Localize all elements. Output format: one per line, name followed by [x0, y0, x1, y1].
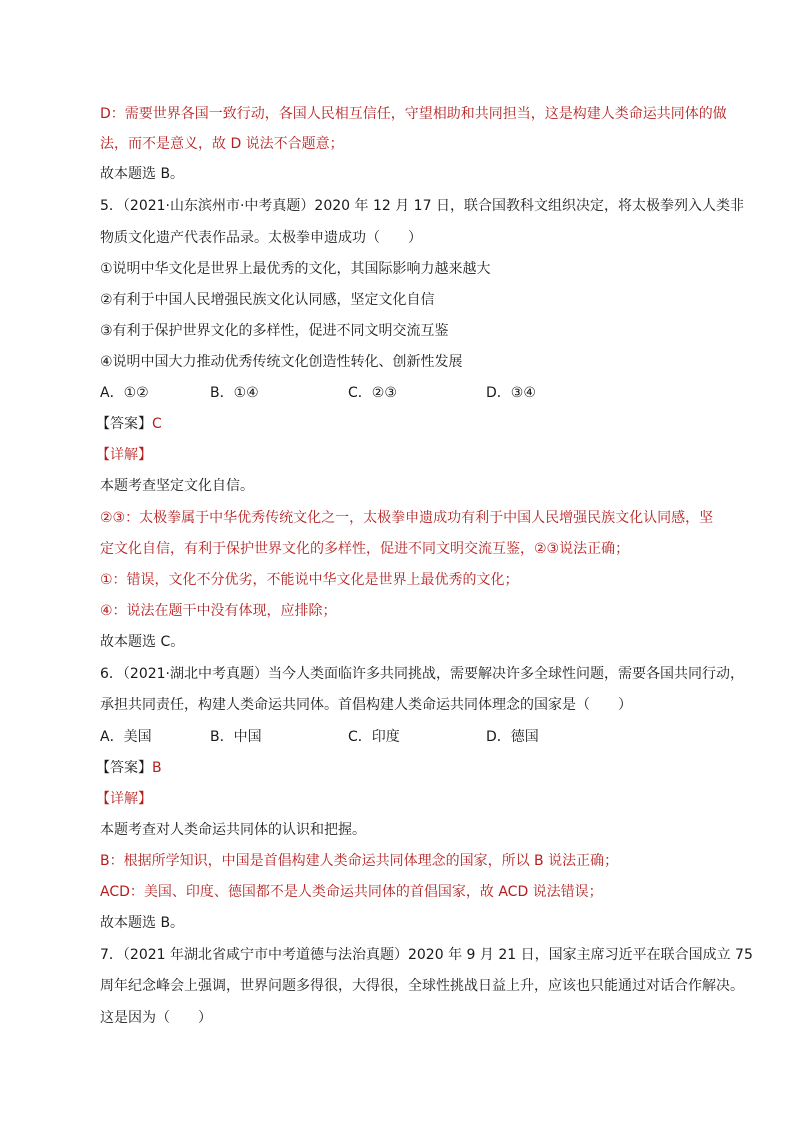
q5-analysis-wrong2: ④：说法在题干中没有体现，应排除；: [100, 603, 337, 619]
q5-analysis-wrong1: ①：错误，文化不分优劣，不能说中华文化是世界上最优秀的文化；: [100, 572, 519, 588]
q5-item-3: ③有利于保护世界文化的多样性，促进不同文明交流互鉴: [100, 323, 449, 339]
answer-value: C: [152, 416, 162, 432]
q6-option-b: B．中国: [210, 729, 262, 745]
q5-item-2: ②有利于中国人民增强民族文化认同感，坚定文化自信: [100, 292, 435, 308]
q7-stem-line3: 这是因为（ ）: [100, 1010, 212, 1026]
answer-value: B: [152, 760, 162, 776]
q6-stem-line1: 6．（2021·湖北中考真题）当今人类面临许多共同挑战，需要解决许多全球性问题，需要各国共同行动，: [100, 666, 744, 682]
q6-option-a: A．美国: [100, 729, 152, 745]
q6-detail-label: 【详解】: [96, 791, 152, 807]
q5-stem-line1: 5．（2021·山东滨州市·中考真题）2020 年 12 月 17 日，联合国教科文组织决定，将太极拳列入人类非: [100, 198, 744, 214]
q4-conclusion: 故本题选 B。: [100, 166, 185, 182]
q5-option-d: D．③④: [486, 385, 536, 401]
q5-option-c: C．②③: [348, 385, 397, 401]
q5-stem-line2: 物质文化遗产代表作品录。太极拳申遗成功（ ）: [100, 230, 422, 246]
q5-item-4: ④说明中国大力推动优秀传统文化创造性转化、创新性发展: [100, 354, 463, 370]
q6-stem-line2: 承担共同责任，构建人类命运共同体。首倡构建人类命运共同体理念的国家是（ ）: [100, 697, 632, 713]
q7-stem-line1: 7．（2021 年湖北省咸宁市中考道德与法治真题）2020 年 9 月 21 日，国家主席习近平在联合国成立 75: [100, 947, 753, 963]
q6-analysis-acd: ACD：美国、印度、德国都不是人类命运共同体的首倡国家，故 ACD 说法错误；: [100, 884, 603, 900]
q6-analysis-b: B：根据所学知识，中国是首倡构建人类命运共同体理念的国家，所以 B 说法正确；: [100, 853, 619, 869]
q5-analysis-correct-line1: ②③：太极拳属于中华优秀传统文化之一，太极拳申遗成功有利于中国人民增强民族文化认同感，坚: [100, 510, 714, 526]
q6-option-c: C．印度: [348, 729, 400, 745]
q4-option-d-analysis-line1: D：需要世界各国一致行动，各国人民相互信任，守望相助和共同担当，这是构建人类命运共同体的做: [100, 106, 727, 122]
q5-analysis-correct-line2: 定文化自信，有利于保护世界文化的多样性，促进不同文明交流互鉴，②③说法正确；: [100, 541, 630, 557]
q6-option-d: D．德国: [486, 729, 539, 745]
answer-label: 【答案】: [96, 416, 152, 432]
answer-label: 【答案】: [96, 760, 152, 776]
q5-option-a: A．①②: [100, 385, 149, 401]
q5-answer: [96, 414, 162, 434]
q7-stem-line2: 周年纪念峰会上强调，世界问题多得很，大得很，全球性挑战日益上升，应该也只能通过对话合作解决。: [100, 978, 744, 994]
q6-analysis-intro: 本题考查对人类命运共同体的认识和把握。: [100, 822, 366, 838]
q6-conclusion: 故本题选 B。: [100, 915, 185, 931]
q4-option-d-analysis-line2: 法，而不是意义，故 D 说法不合题意；: [100, 136, 344, 152]
q5-analysis-intro: 本题考查坚定文化自信。: [100, 478, 254, 494]
q5-detail-label: 【详解】: [96, 447, 152, 463]
q5-item-1: ①说明中华文化是世界上最优秀的文化，其国际影响力越来越大: [100, 261, 491, 277]
q6-answer: [96, 758, 162, 778]
q5-option-b: B．①④: [210, 385, 259, 401]
q5-conclusion: 故本题选 C。: [100, 634, 185, 650]
